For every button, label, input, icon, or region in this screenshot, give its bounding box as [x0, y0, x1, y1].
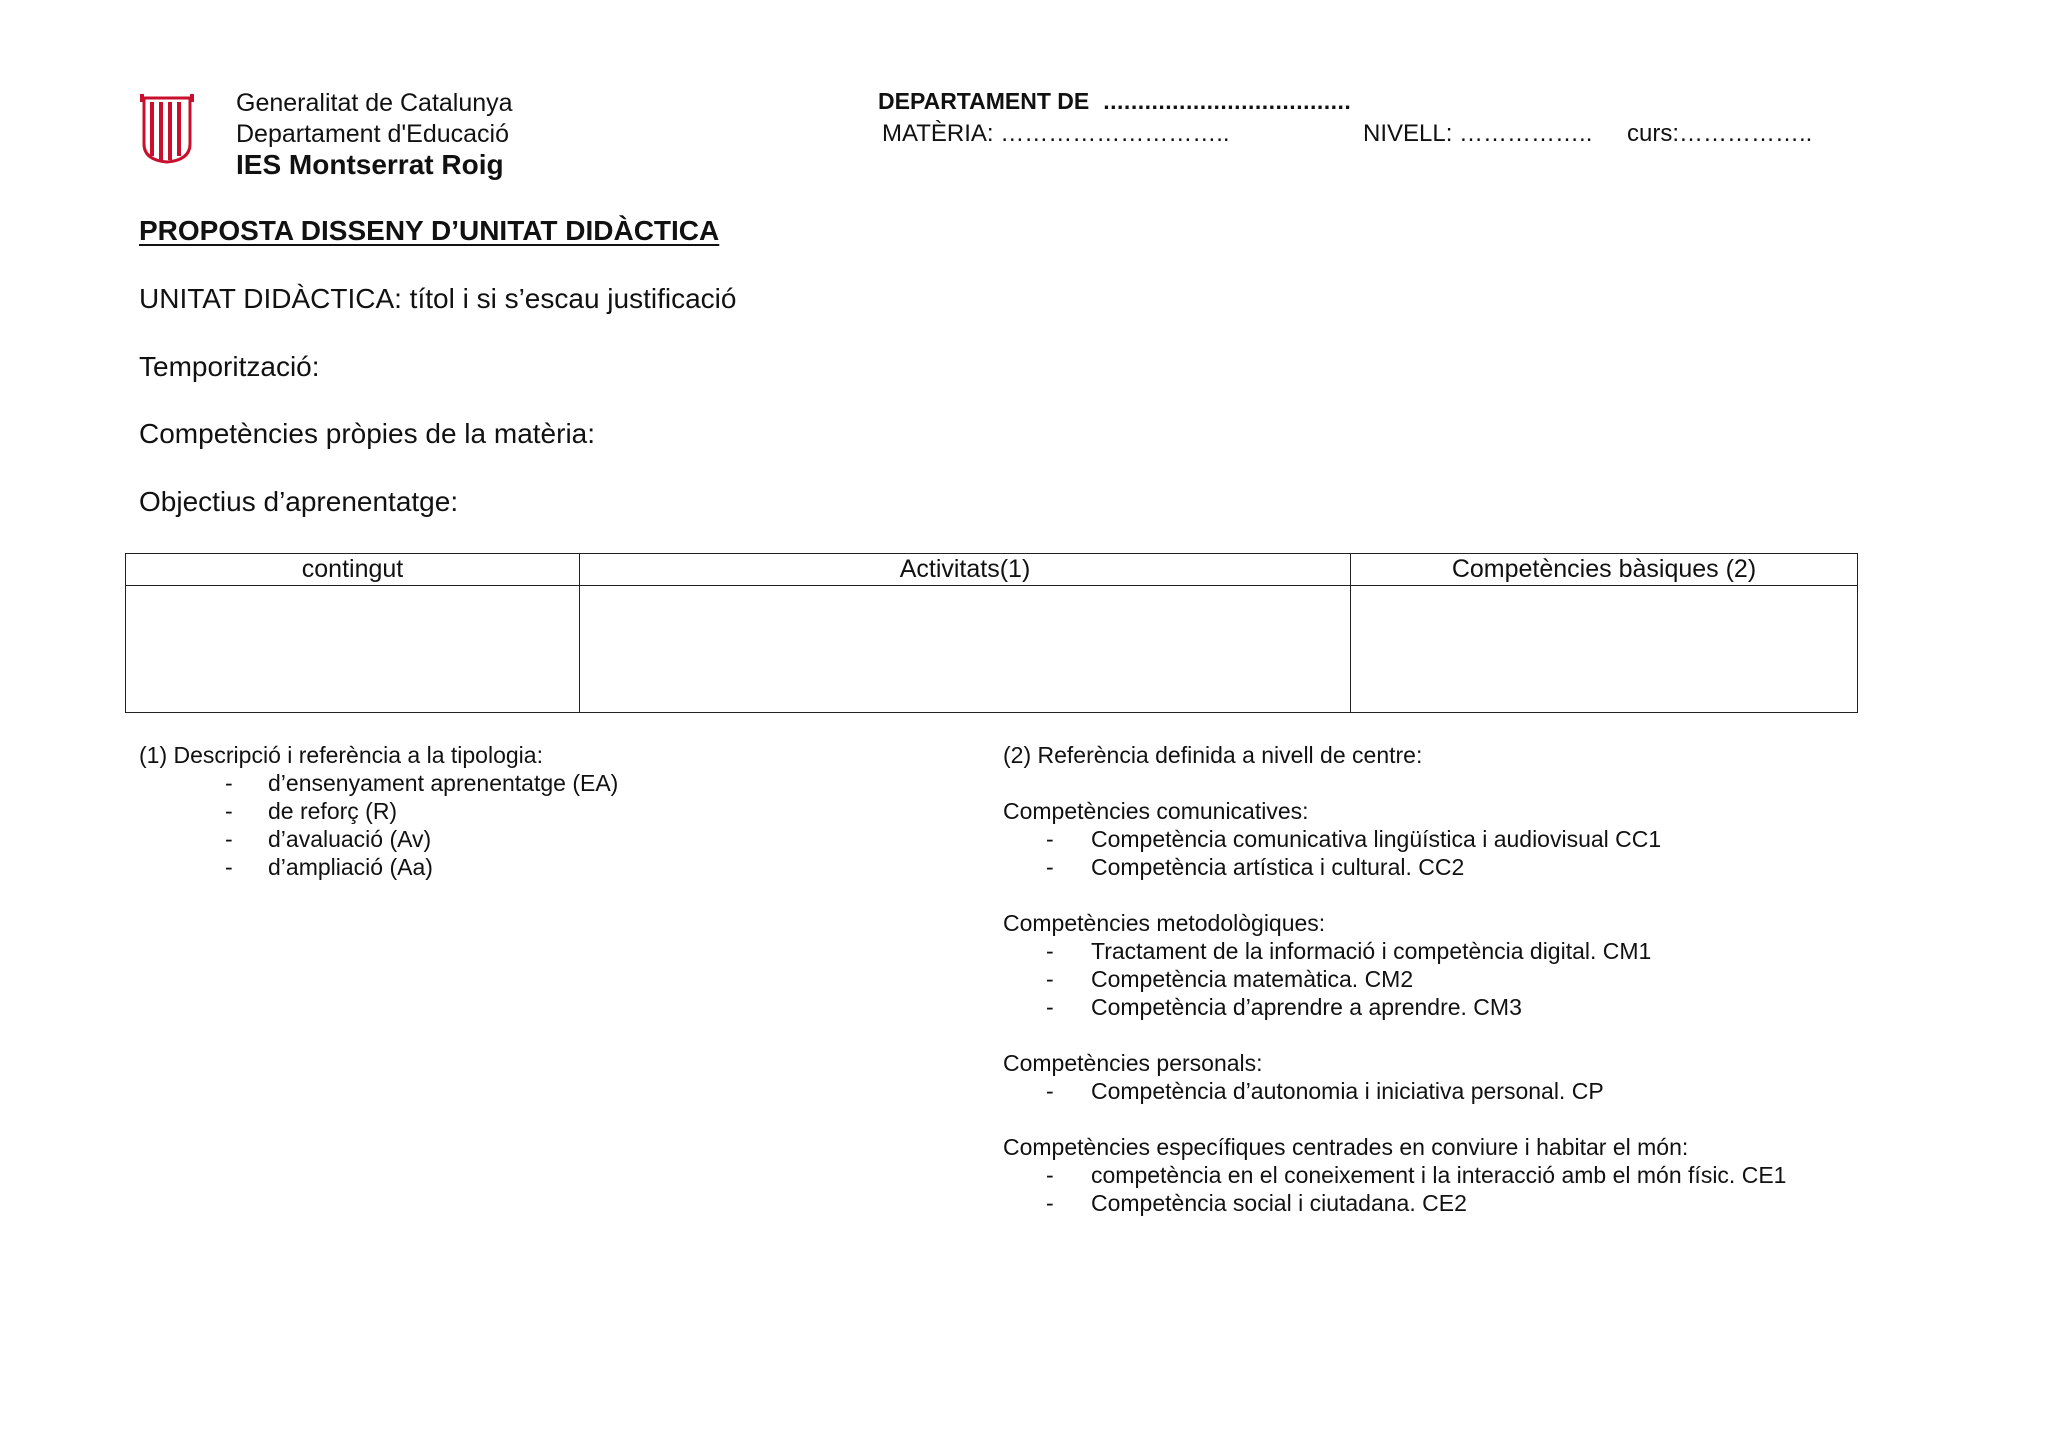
list-item: - Competència social i ciutadana. CE2 [1046, 1190, 1467, 1216]
column-header-activitats: Activitats(1) [580, 554, 1351, 586]
list-item: - Competència artística i cultural. CC2 [1046, 854, 1465, 880]
table-header-row [126, 554, 1858, 586]
list-item: - Competència d’aprendre a aprendre. CM3 [1046, 994, 1522, 1020]
list-item: - Tractament de la informació i competència digital. CM1 [1046, 938, 1652, 964]
group-title-personals: Competències personals: [1003, 1050, 1263, 1076]
department-label: DEPARTAMENT DE [878, 88, 1090, 114]
list-item: - Competència comunicativa lingüística i audiovisual CC1 [1046, 826, 1662, 852]
column-header-competencies: Competències bàsiques (2) [1351, 554, 1858, 586]
list-item: - Competència d’autonomia i iniciativa personal. CP [1046, 1078, 1604, 1104]
curs-field: curs:…………….. [1627, 120, 1813, 147]
org-name: Generalitat de Catalunya [236, 89, 513, 117]
list-item: - d’ensenyament aprenentatge (EA) [225, 770, 619, 796]
generalitat-logo-icon [138, 92, 196, 166]
table-cell-activitats[interactable] [580, 586, 1351, 713]
temporitzacio-field: Temporització: [139, 351, 320, 382]
list-item: - competència en el coneixement i la interacció amb el món físic. CE1 [1046, 1162, 1787, 1188]
competencies-propies-field: Competències pròpies de la matèria: [139, 418, 596, 449]
department-blank: .................................... [1103, 88, 1352, 114]
nivell-field: NIVELL: …………….. [1363, 120, 1593, 147]
group-title-comunicatives: Competències comunicatives: [1003, 798, 1309, 824]
school-name: IES Montserrat Roig [236, 149, 504, 180]
list-item: - d’avaluació (Av) [225, 826, 432, 852]
unitat-field: UNITAT DIDÀCTICA: títol i si s’escau justificació [139, 283, 737, 314]
department-line [878, 88, 1351, 115]
materia-field: MATÈRIA: ……………………….. [882, 120, 1230, 147]
document-title: PROPOSTA DISSENY D’UNITAT DIDÀCTICA [139, 215, 720, 246]
table-cell-contingut[interactable] [126, 586, 580, 713]
table-cell-competencies[interactable] [1351, 586, 1858, 713]
objectius-field: Objectius d’aprenentatge: [139, 486, 459, 517]
list-item: - de reforç (R) [225, 798, 398, 824]
group-title-especifiques: Competències específiques centrades en conviure i habitar el món: [1003, 1134, 1689, 1160]
notes-left-heading: (1) Descripció i referència a la tipologia: [139, 742, 543, 768]
list-item: - Competència matemàtica. CM2 [1046, 966, 1414, 992]
table-row [126, 586, 1858, 713]
list-item: - d’ampliació (Aa) [225, 854, 433, 880]
org-department: Departament d'Educació [236, 120, 509, 148]
unit-table [125, 553, 1858, 713]
notes-right-heading: (2) Referència definida a nivell de centre: [1003, 742, 1423, 768]
column-header-contingut: contingut [126, 554, 580, 586]
group-title-metodologiques: Competències metodològiques: [1003, 910, 1326, 936]
